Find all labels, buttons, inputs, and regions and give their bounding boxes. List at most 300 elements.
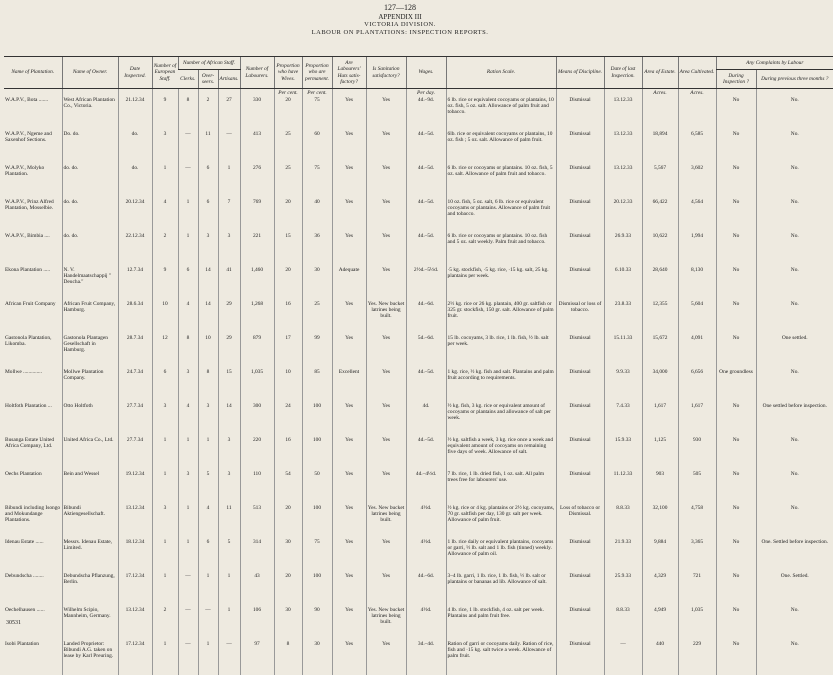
division-heading: VICTORIA DIVISION. (364, 21, 436, 28)
cell-last-inspection: 21.9.33 (604, 539, 642, 573)
cell-clerks: 1 (178, 199, 198, 233)
cell-area-cultivated: 229 (678, 641, 716, 675)
cell-clerks: — (178, 573, 198, 607)
cell-area-cultivated: 6,585 (678, 131, 716, 165)
cell-european: 1 (152, 165, 178, 199)
cell-artisans: 11 (218, 505, 240, 539)
cell-wives: 20 (274, 97, 302, 131)
cell-european: 1 (152, 471, 178, 505)
table-title: LABOUR ON PLANTATIONS: INSPECTION REPORTS. (311, 29, 489, 36)
cell-artisans: 3 (218, 233, 240, 267)
cell-housing: Yes (332, 165, 366, 199)
cell-date: do. (118, 165, 152, 199)
cell-sanitation: Yes. New bucket latrines being built. (366, 607, 406, 641)
cell-labourers: 300 (240, 403, 274, 437)
cell-date: 13.12.34 (118, 607, 152, 641)
cell-housing: Yes (332, 437, 366, 471)
cell-wives: 30 (274, 539, 302, 573)
cell-previous: No. (756, 267, 833, 301)
cell-permanent: 85 (302, 369, 332, 403)
cell-area-cultivated: 1,035 (678, 607, 716, 641)
cell-housing: Yes (332, 301, 366, 335)
cell-date: 18.12.34 (118, 539, 152, 573)
cell-discipline: Dismissal (556, 97, 604, 131)
table-row (4, 573, 833, 607)
cell-wives: 54 (274, 471, 302, 505)
cell-during: No (716, 131, 756, 165)
table-row (4, 301, 833, 335)
inspection-table (4, 56, 833, 675)
col-wages: Wages. (406, 57, 446, 89)
cell-permanent: 25 (302, 301, 332, 335)
cell-area-cultivated: 930 (678, 437, 716, 471)
cell-area-cultivated: 8,130 (678, 267, 716, 301)
cell-owner: Do. do. (62, 131, 118, 165)
cell-area-cultivated: 3,602 (678, 165, 716, 199)
cell-sanitation: Yes (366, 471, 406, 505)
cell-european: 9 (152, 267, 178, 301)
cell-permanent: 60 (302, 131, 332, 165)
cell-area-cultivated: 4,091 (678, 335, 716, 369)
table-row (4, 471, 833, 505)
cell-labourers: 879 (240, 335, 274, 369)
table-row (4, 131, 833, 165)
cell-housing: Yes (332, 131, 366, 165)
cell-clerks: 8 (178, 335, 198, 369)
cell-wives: 20 (274, 505, 302, 539)
cell-during: No (716, 573, 756, 607)
cell-last-inspection: 7.4.33 (604, 403, 642, 437)
cell-owner: Wilhelm Scipio, Mannheim, Germany. (62, 607, 118, 641)
cell-discipline: Dismissal (556, 437, 604, 471)
cell-ration: 6 lb. rice or equivalent cocoyams or plantains, 10 oz. fish, 5 oz. salt. Allowance of palm fruit and tobacco. (446, 97, 556, 131)
cell-previous: No. (756, 641, 833, 675)
cell-overseers: 8 (198, 369, 218, 403)
cell-overseers: 10 (198, 335, 218, 369)
cell-wages: 4d.–5d. (406, 233, 446, 267)
cell-area-estate: 28,640 (642, 267, 678, 301)
cell-housing: Adequate (332, 267, 366, 301)
table-row (4, 233, 833, 267)
cell-clerks: — (178, 165, 198, 199)
cell-ration: ½ kg. fish, 3 kg. rice or equivalent amount of cocoyams or plantains and allowance of salt per week. (446, 403, 556, 437)
cell-sanitation: Yes. New bucket latrines being built. (366, 505, 406, 539)
cell-clerks: — (178, 607, 198, 641)
cell-sanitation: Yes (366, 539, 406, 573)
cell-housing: Yes (332, 233, 366, 267)
cell-owner: African Fruit Company, Hamburg. (62, 301, 118, 335)
cell-overseers: 5 (198, 471, 218, 505)
cell-european: 2 (152, 607, 178, 641)
cell-wages: 2½d.–5½d. (406, 267, 446, 301)
unit-area-cultivated: Acres. (678, 89, 716, 97)
cell-labourers: 1,268 (240, 301, 274, 335)
table-row (4, 165, 833, 199)
cell-date: 13.12.34 (118, 505, 152, 539)
col-discipline: Means of Discipline. (556, 57, 604, 89)
cell-area-estate: 10,622 (642, 233, 678, 267)
cell-clerks: 3 (178, 369, 198, 403)
cell-ration: 15 lb. cocoyams, 3 lb. rice, 1 lb. fish, ½ lb. salt per week. (446, 335, 556, 369)
cell-previous: No. (756, 131, 833, 165)
cell-wages: 4d.–5d. (406, 199, 446, 233)
cell-artisans: 15 (218, 369, 240, 403)
cell-wives: 8 (274, 641, 302, 675)
cell-european: 3 (152, 505, 178, 539)
cell-labourers: 314 (240, 539, 274, 573)
cell-permanent: 75 (302, 165, 332, 199)
cell-previous: No. (756, 471, 833, 505)
cell-during: No (716, 199, 756, 233)
cell-wives: 15 (274, 233, 302, 267)
cell-area-estate: 903 (642, 471, 678, 505)
cell-during: No (716, 539, 756, 573)
cell-wives: 25 (274, 165, 302, 199)
col-african-group: Number of African Staff. (178, 57, 240, 70)
cell-wages: 4d.–5d. (406, 131, 446, 165)
cell-last-inspection: 6.10.33 (604, 267, 642, 301)
cell-name: Oechelhausen ...... (5, 606, 45, 613)
cell-discipline: Dismissal (556, 641, 604, 675)
cell-artisans: 1 (218, 607, 240, 641)
cell-artisans: 1 (218, 573, 240, 607)
cell-area-cultivated: 1,617 (678, 403, 716, 437)
col-area-estate: Area of Estate. (642, 57, 678, 89)
cell-sanitation: Yes (366, 267, 406, 301)
cell-housing: Yes (332, 199, 366, 233)
col-complaints-group: Any Complaints by Labour (716, 57, 833, 70)
cell-sanitation: Yes (366, 97, 406, 131)
cell-last-inspection: 25.9.33 (604, 573, 642, 607)
cell-artisans: 41 (218, 267, 240, 301)
cell-last-inspection: 26.9.33 (604, 233, 642, 267)
table-row (4, 641, 833, 675)
cell-previous: No. (756, 233, 833, 267)
cell-area-estate (642, 97, 678, 131)
cell-labourers: 330 (240, 97, 274, 131)
cell-owner: do. do. (62, 199, 118, 233)
cell-owner: N. V. Handelmaatschappij " Deucha." (62, 267, 118, 301)
cell-european: 1 (152, 437, 178, 471)
cell-wives: 30 (274, 607, 302, 641)
cell-ration: ½ kg. rice or 4 kg. plantains or 2½ kg. cocoyams, 70 gr. saltfish per day, 130 gr. salt per week. Allowance of palm fruit. (446, 505, 556, 539)
col-sanitation: Is Sanitation satisfactory? (366, 57, 406, 89)
col-owner: Name of Owner. (62, 57, 118, 89)
cell-sanitation: Yes (366, 437, 406, 471)
cell-housing: Yes (332, 403, 366, 437)
cell-area-cultivated: 4,564 (678, 199, 716, 233)
cell-discipline: Dismissal (556, 573, 604, 607)
cell-date: 21.12.34 (118, 97, 152, 131)
cell-artisans: 29 (218, 301, 240, 335)
cell-during: No (716, 301, 756, 335)
cell-area-cultivated: 3,365 (678, 539, 716, 573)
cell-wives: 20 (274, 267, 302, 301)
cell-discipline: Dismissal (556, 131, 604, 165)
cell-sanitation: Yes (366, 403, 406, 437)
cell-area-estate: 4,949 (642, 607, 678, 641)
cell-owner: Debundscha Pflanzung, Berlin. (62, 573, 118, 607)
cell-name: African Fruit Company (5, 300, 56, 307)
col-clerks: Clerks. (178, 70, 198, 89)
cell-ration: Ration of garri or cocoyams daily. Ration of rice, fish and ·15 kg. salt twice a week. Allowance of palm fruit. (446, 641, 556, 675)
cell-last-inspection: — (604, 641, 642, 675)
cell-permanent: 99 (302, 335, 332, 369)
cell-last-inspection: 13.12.33 (604, 97, 642, 131)
cell-during: No (716, 233, 756, 267)
cell-wages: 4d.–5d. (406, 369, 446, 403)
table-row (4, 539, 833, 573)
cell-wives: 10 (274, 369, 302, 403)
cell-european: 9 (152, 97, 178, 131)
cell-wives: 24 (274, 403, 302, 437)
cell-previous: No. (756, 199, 833, 233)
cell-ration: 10 oz. fish, 5 oz. salt, 6 lb. rice or equivalent cocoyams or plantains. Allowance of palm fruit and tobacco. (446, 199, 556, 233)
cell-european: 1 (152, 539, 178, 573)
col-ration: Ration Scale. (446, 57, 556, 89)
cell-discipline: Dismissal or loss of tobacco. (556, 301, 604, 335)
cell-permanent: 40 (302, 199, 332, 233)
cell-area-estate: 32,100 (642, 505, 678, 539)
cell-european: 4 (152, 199, 178, 233)
cell-labourers: 43 (240, 573, 274, 607)
cell-date: 24.7.34 (118, 369, 152, 403)
cell-discipline: Dismissal (556, 165, 604, 199)
cell-owner: United Africa Co., Ltd. (62, 437, 118, 471)
cell-previous: No. (756, 165, 833, 199)
cell-european: 3 (152, 403, 178, 437)
cell-previous: No. (756, 505, 833, 539)
cell-area-estate: 12,355 (642, 301, 678, 335)
cell-labourers: 221 (240, 233, 274, 267)
cell-previous: One settled. (756, 335, 833, 369)
col-area-cultivated: Area Cultivated. (678, 57, 716, 89)
cell-european: 12 (152, 335, 178, 369)
cell-sanitation: Yes (366, 335, 406, 369)
cell-wages: 4d.–9d. (406, 97, 446, 131)
cell-european: 1 (152, 641, 178, 675)
cell-discipline: Dismissal (556, 607, 604, 641)
cell-last-inspection: 23.8.33 (604, 301, 642, 335)
cell-clerks: 1 (178, 437, 198, 471)
col-housing: Are Labourers' Huts satis-factory? (332, 57, 366, 89)
table-row (4, 335, 833, 369)
cell-discipline: Dismissal (556, 233, 604, 267)
cell-during: No (716, 335, 756, 369)
cell-housing: Yes (332, 607, 366, 641)
cell-last-inspection: 9.9.33 (604, 369, 642, 403)
cell-area-estate: 18,894 (642, 131, 678, 165)
cell-clerks: 4 (178, 403, 198, 437)
cell-artisans: 7 (218, 199, 240, 233)
col-last-inspection: Date of last Inspection. (604, 57, 642, 89)
cell-owner: Bein and Wessel (62, 471, 118, 505)
cell-sanitation: Yes (366, 131, 406, 165)
cell-overseers: 14 (198, 267, 218, 301)
cell-overseers: 1 (198, 641, 218, 675)
cell-labourers: 106 (240, 607, 274, 641)
cell-date: 28.6.34 (118, 301, 152, 335)
cell-discipline: Dismissal (556, 335, 604, 369)
cell-labourers: 513 (240, 505, 274, 539)
cell-overseers: 14 (198, 301, 218, 335)
cell-permanent: 90 (302, 607, 332, 641)
cell-ration: 1 lb. rice daily or equivalent plantains, cocoyams or garri, ½ lb. salt and 1 lb. fish (tinned) weekly. Allowance of palm oil. (446, 539, 556, 573)
cell-housing: Yes (332, 539, 366, 573)
appendix-heading: APPENDIX III (378, 13, 422, 21)
cell-during: No (716, 641, 756, 675)
cell-discipline: Loss of tobacco or Dismissal. (556, 505, 604, 539)
cell-ration: 1 kg. rice, ½ kg. fish and salt. Plantains and palm fruit according to requirements. (446, 369, 556, 403)
cell-area-estate: 440 (642, 641, 678, 675)
col-labourers: Number of Labourers. (240, 57, 274, 89)
cell-during: One groundless (716, 369, 756, 403)
cell-clerks: 1 (178, 505, 198, 539)
cell-permanent: 50 (302, 471, 332, 505)
cell-name: W.A.P.V., Bota ....... (5, 96, 49, 103)
cell-overseers: 3 (198, 403, 218, 437)
cell-during: No (716, 471, 756, 505)
cell-ration: 6 lb. rice or cocoyams or plantains. 10 oz. fish and 5 oz. salt weekly. Palm fruit and tobacco. (446, 233, 556, 267)
cell-sanitation: Yes (366, 369, 406, 403)
cell-housing: Excellent (332, 369, 366, 403)
cell-sanitation: Yes. New bucket latrines being built. (366, 301, 406, 335)
cell-overseers: 11 (198, 131, 218, 165)
cell-area-estate: 66,422 (642, 199, 678, 233)
col-wives: Proportion who have Wives. (274, 57, 302, 89)
cell-during: No (716, 97, 756, 131)
cell-owner: Gastonola Plantagen Gesellschaft in Hamburg. (62, 335, 118, 369)
cell-owner: Messrs. Idenau Estate, Limited. (62, 539, 118, 573)
cell-name: W.A.P.V., Bimbia .... (5, 232, 50, 239)
cell-discipline: Dismissal (556, 267, 604, 301)
cell-wages: 4½d. (406, 607, 446, 641)
cell-housing: Yes (332, 471, 366, 505)
cell-ration: ·5 kg. stockfish, ·5 kg. rice, ·15 kg. salt, 25 kg. plantains per week. (446, 267, 556, 301)
cell-permanent: 30 (302, 267, 332, 301)
cell-previous: No. (756, 301, 833, 335)
cell-wages: 4d. (406, 403, 446, 437)
cell-last-inspection: 20.12.33 (604, 199, 642, 233)
cell-permanent: 36 (302, 233, 332, 267)
table-row (4, 97, 833, 131)
cell-name: W.A.P.V., Molyko Plantation. (5, 164, 45, 177)
cell-area-cultivated: 1,994 (678, 233, 716, 267)
col-artisans: Artisans. (218, 70, 240, 89)
cell-wives: 25 (274, 131, 302, 165)
cell-area-estate: 1,125 (642, 437, 678, 471)
cell-labourers: 276 (240, 165, 274, 199)
cell-overseers: 6 (198, 539, 218, 573)
cell-artisans: 14 (218, 403, 240, 437)
cell-permanent: 100 (302, 505, 332, 539)
cell-clerks: 1 (178, 539, 198, 573)
cell-labourers: 1,035 (240, 369, 274, 403)
cell-labourers: 1,460 (240, 267, 274, 301)
cell-name: Isobi Plantation (5, 640, 39, 647)
cell-owner: do. do. (62, 165, 118, 199)
cell-previous: No. (756, 607, 833, 641)
cell-discipline: Dismissal (556, 403, 604, 437)
cell-sanitation: Yes (366, 199, 406, 233)
cell-area-cultivated: 721 (678, 573, 716, 607)
cell-area-cultivated: 505 (678, 471, 716, 505)
cell-wives: 17 (274, 335, 302, 369)
cell-labourers: 220 (240, 437, 274, 471)
cell-artisans: 5 (218, 539, 240, 573)
cell-during: No (716, 505, 756, 539)
cell-permanent: 100 (302, 573, 332, 607)
cell-ration: 2½ kg. rice or 26 kg. plantain, 400 gr. saltfish or 325 gr. stockfish, 150 gr. salt. Allowance of palm fruit. (446, 301, 556, 335)
cell-clerks: 8 (178, 97, 198, 131)
cell-wages: 4d.–6d. (406, 301, 446, 335)
cell-area-cultivated: 5,604 (678, 301, 716, 335)
cell-owner: Mollwe Plantation Company. (62, 369, 118, 403)
cell-during: No (716, 437, 756, 471)
unit-wages: Per day. (406, 89, 446, 97)
col-during-inspection: During Inspection ? (716, 70, 756, 89)
table-row (4, 437, 833, 471)
cell-overseers: 2 (198, 97, 218, 131)
cell-area-estate: 1,617 (642, 403, 678, 437)
table-row (4, 267, 833, 301)
cell-artisans: 29 (218, 335, 240, 369)
cell-housing: Yes (332, 97, 366, 131)
cell-artisans: 1 (218, 165, 240, 199)
cell-housing: Yes (332, 573, 366, 607)
cell-last-inspection: 15.11.33 (604, 335, 642, 369)
cell-date: 27.7.34 (118, 403, 152, 437)
cell-area-estate: 9,884 (642, 539, 678, 573)
cell-discipline: Dismissal (556, 471, 604, 505)
cell-area-cultivated: 4,758 (678, 505, 716, 539)
cell-clerks: — (178, 131, 198, 165)
cell-ration: 3–4 lb. garri, 1 lb. rice, 1 lb. fish, ½ lb. salt or plantains or bananas ad lib. Allowance of salt. (446, 573, 556, 607)
cell-ration: 6lb. rice or equivalent cocoyams or plantains, 10 oz. fish ; 5 oz. salt. Allowance of palm fruit. (446, 131, 556, 165)
col-previous-months: During previous three months ? (756, 70, 833, 89)
cell-clerks: 1 (178, 233, 198, 267)
cell-owner: Landed Proprietor: Bibundi A.G. taken on lease by Karl Preuring. (62, 641, 118, 675)
cell-permanent: 100 (302, 403, 332, 437)
col-european: Number of European Staff. (152, 57, 178, 89)
cell-area-estate: 34,000 (642, 369, 678, 403)
cell-date: 17.12.34 (118, 573, 152, 607)
cell-date: 12.7.34 (118, 267, 152, 301)
cell-sanitation: Yes (366, 233, 406, 267)
table-row (4, 199, 833, 233)
col-permanent: Proportion who are permanent. (302, 57, 332, 89)
cell-name: Mollwe .............. (5, 368, 42, 375)
cell-name: Idenau Estate ...... (5, 538, 44, 545)
cell-discipline: Dismissal (556, 539, 604, 573)
cell-overseers: 4 (198, 505, 218, 539)
cell-european: 10 (152, 301, 178, 335)
table-row (4, 607, 833, 641)
cell-discipline: Dismissal (556, 199, 604, 233)
cell-name: Debundscha ........ (5, 572, 44, 579)
cell-last-inspection: 11.12.33 (604, 471, 642, 505)
cell-housing: Yes (332, 335, 366, 369)
cell-permanent: 30 (302, 641, 332, 675)
cell-name: Ekona Plantation ..... (5, 266, 51, 273)
table-row (4, 403, 833, 437)
cell-last-inspection: 15.9.33 (604, 437, 642, 471)
cell-previous: One. Settled before inspection. (756, 539, 833, 573)
cell-date: do. (118, 131, 152, 165)
cell-ration: 7 lb. rice, 1 lb. dried fish, 1 oz. salt. All palm trees free for labourers' use. (446, 471, 556, 505)
table-row (4, 505, 833, 539)
cell-previous: One. Settled. (756, 573, 833, 607)
